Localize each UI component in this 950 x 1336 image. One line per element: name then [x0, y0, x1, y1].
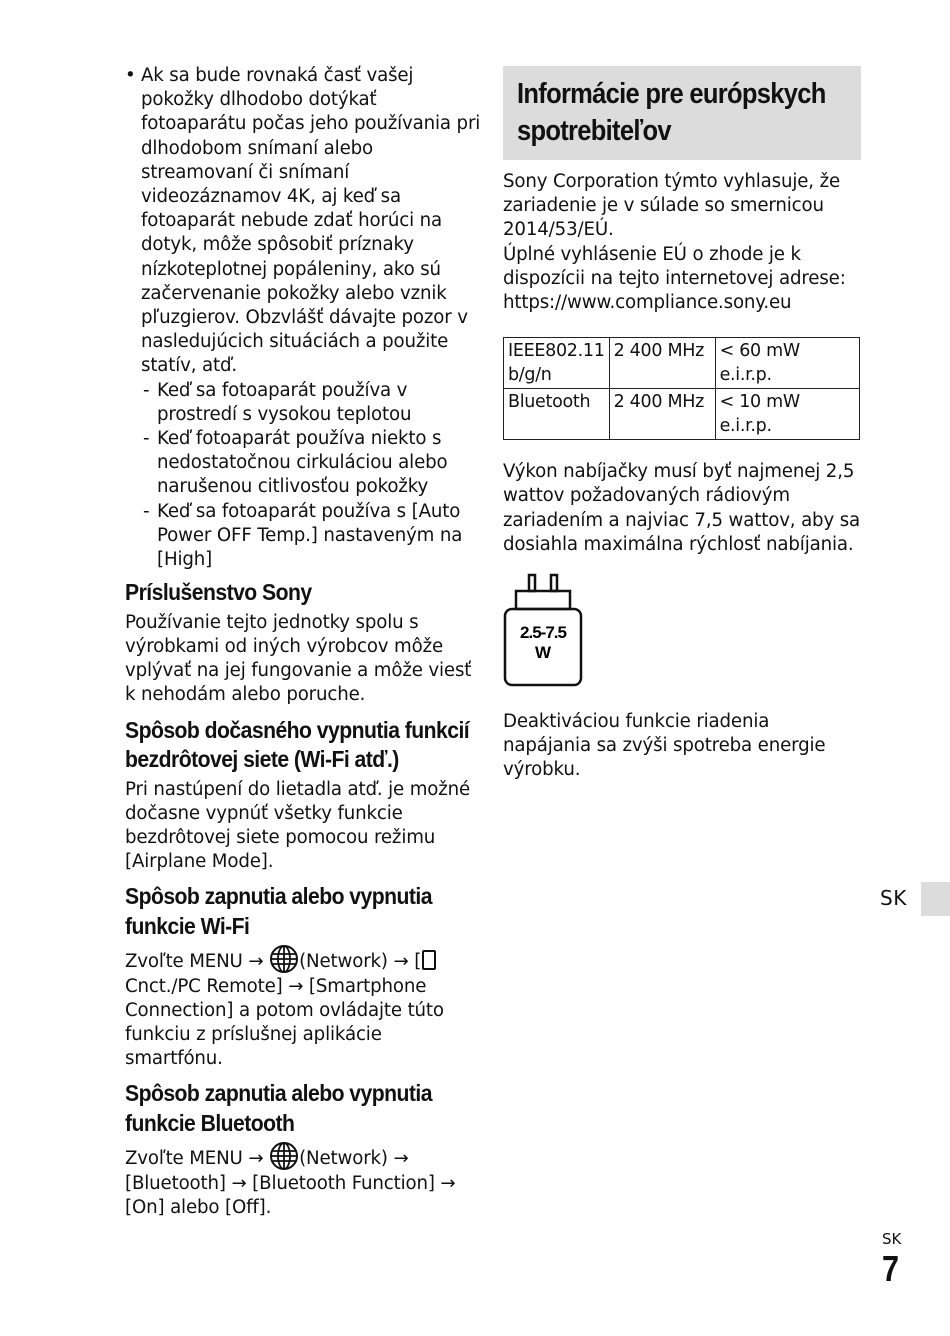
- section-body: Používanie tejto jednotky spolu s výrobkami od iných výrobcov môže vplývať na jej fungovanie a môže viesť k nehodám alebo poruche.: [125, 611, 472, 706]
- dash-marker: -: [143, 379, 150, 401]
- table-cell: Bluetooth: [504, 389, 610, 440]
- list-item: - Keď sa fotoaparát používa v prostredí s vysokou teplotou: [143, 379, 412, 425]
- section-wireless-off: [125, 716, 485, 875]
- dash-marker: -: [143, 500, 150, 522]
- section-heading: Spôsob zapnutia alebo vypnutia funkcie Wi-Fi: [125, 883, 432, 939]
- dash-marker: -: [143, 428, 150, 450]
- eu-heading-box: [503, 66, 861, 160]
- list-item: - Keď sa fotoaparát používa s [Auto Power OFF Temp.] nastaveným na [High]: [143, 500, 463, 571]
- list-item: - Keď fotoaparát používa niekto s nedostatočnou cirkuláciou alebo narušenou citlivosťou pokožky: [143, 428, 448, 498]
- table-cell: 2 400 MHz: [609, 389, 715, 440]
- section-body: Zvoľte MENU → (Network) → [Bluetooth] → [Bluetooth Function] → [On] alebo [Off].: [125, 1141, 485, 1220]
- left-column: [125, 64, 485, 1220]
- table-cell: IEEE802.11 b/g/n: [504, 338, 610, 389]
- warning-text: • Ak sa bude rovnaká časť vašej pokožky dlhodobo dotýkať fotoaparátu počas jeho používania pri dlhodobom snímaní alebo streamovaní či snímaní videozáznamov 4K, aj keď sa fotoaparát nebude zdať horúci na dotyk, môže spôsobiť príznaky nízkoteplotnej popáleniny, ako sú začervenanie pokožky alebo vznik pľuzgierov. Obzvlášť dávajte pozor v nasledujúcich situáciách a použite statív, atď.: [141, 65, 481, 377]
- declaration-url-text: Úplné vyhlásenie EÚ o zhode je k dispozícii na tejto internetovej adrese: https://www.compliance.sony.eu: [503, 243, 846, 314]
- network-globe-icon: [269, 944, 299, 974]
- charger-power-icon: [503, 573, 583, 688]
- power-text: Deaktiváciou funkcie riadenia napájania sa zvýši spotreba energie výrobku.: [503, 711, 826, 781]
- list-item: [125, 64, 485, 572]
- network-globe-icon: [269, 1141, 299, 1171]
- table-cell: < 10 mW e.i.r.p.: [715, 389, 859, 440]
- section-wifi: [125, 882, 485, 1071]
- warning-list: [125, 64, 485, 572]
- radio-spec-table: [503, 337, 860, 440]
- section-heading: Spôsob zapnutia alebo vypnutia funkcie Bluetooth: [125, 1080, 432, 1136]
- language-tab: [921, 882, 950, 916]
- charger-text: Výkon nabíjačky musí byť najmenej 2,5 wattov požadovaných rádiovým zariadením a najviac 7,5 wattov, aby sa dosiahla maximálna rýchlosť nabíjania.: [503, 461, 861, 555]
- table-row: [504, 338, 860, 389]
- warning-subitems: [141, 379, 485, 573]
- section-body: Zvoľte MENU → (Network) → [Cnct./PC Remote] → [Smartphone Connection] a potom ovládajte túto funkciu z príslušnej aplikácie smartfónu.: [125, 944, 485, 1071]
- charger-icon-unit: W: [534, 643, 552, 663]
- language-tab-label: SK: [880, 886, 907, 910]
- section-bluetooth: [125, 1079, 485, 1220]
- page-language: SK: [882, 1230, 902, 1248]
- right-column: [503, 66, 861, 783]
- section-body: Pri nastúpení do lietadla atď. je možné dočasne vypnúť všetky funkcie bezdrôtovej siete pomocou režimu [Airplane Mode].: [125, 778, 471, 873]
- section-heading: Spôsob dočasného vypnutia funkcií bezdrôtovej siete (Wi-Fi atď.): [125, 716, 470, 773]
- smartphone-icon: [422, 950, 436, 970]
- declaration-text: Sony Corporation týmto vyhlasuje, že zariadenie je v súlade so smernicou 2014/53/EÚ.: [503, 171, 841, 241]
- eu-heading: Informácie pre európskych spotrebiteľov: [517, 78, 826, 147]
- charger-icon-label: 2.5-7.5: [520, 623, 566, 643]
- section-accessories: [125, 578, 485, 707]
- table-cell: < 60 mW e.i.r.p.: [715, 338, 859, 389]
- table-row: [504, 389, 860, 440]
- section-heading: Príslušenstvo Sony: [125, 579, 312, 606]
- page-number: 7: [882, 1248, 900, 1289]
- table-cell: 2 400 MHz: [609, 338, 715, 389]
